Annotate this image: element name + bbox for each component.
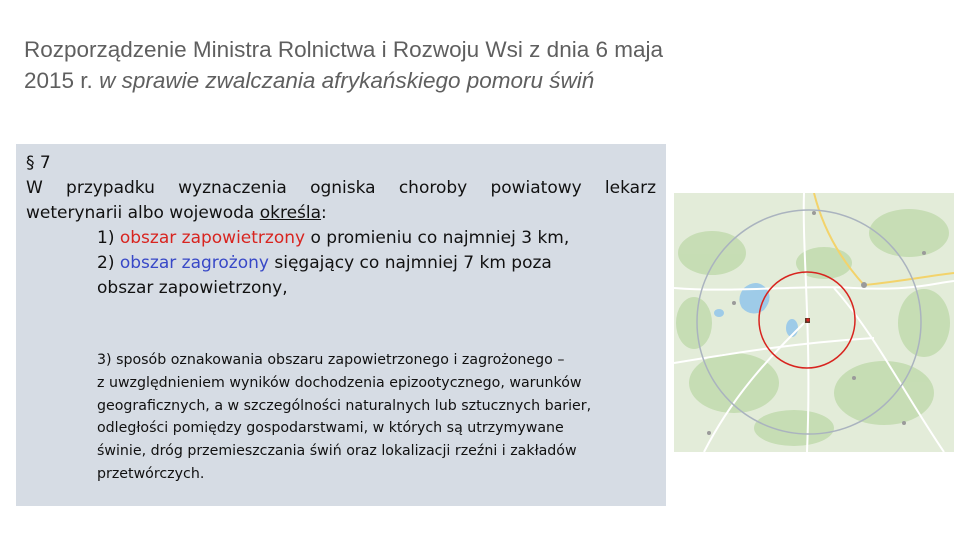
intro-line-1: W przypadku wyznaczenia ogniska choroby powiatowy lekarz [26, 178, 656, 198]
item-3-text-0: sposób oznakowania obszaru zapowietrzonego i zagrożonego – [116, 352, 565, 368]
item-3-line-3: geograficznych, a w szczególności naturalnych lub sztucznych barier, [97, 398, 592, 414]
item-3-line-2: z uwzględnieniem wyników dochodzenia epizootycznego, warunków [97, 375, 582, 391]
title-line2-plain: 2015 r. [24, 68, 93, 93]
item-3-line-4: odległości pomiędzy gospodarstwami, w których są utrzymywane [97, 420, 564, 436]
item-2-rest: sięgający co najmniej 7 km poza [274, 253, 552, 273]
keyword-okresla: określa [259, 203, 322, 223]
item-1-term: obszar zapowietrzony [119, 228, 306, 248]
outbreak-zone-map [674, 193, 954, 452]
title-line1: Rozporządzenie Ministra Rolnictwa i Rozwoju Wsi z dnia 6 maja [24, 37, 663, 62]
item-3-line-1 [97, 349, 564, 372]
item-2-number: 2) [97, 253, 115, 273]
intro-line2-c: : [321, 203, 327, 223]
item-3-line-6: przetwórczych. [97, 466, 205, 482]
item-1-number: 1) [97, 228, 115, 248]
item-2-line-2: obszar zapowietrzony, [97, 278, 288, 298]
outbreak-marker [805, 318, 810, 323]
intro-line-2 [26, 201, 327, 226]
item-1-rest: o promieniu co najmniej 3 km, [310, 228, 570, 248]
section-number: § 7 [26, 153, 51, 173]
item-2 [97, 251, 552, 276]
item-3-line-5: świnie, dróg przemieszczania świń oraz lokalizacji rzeźni i zakładów [97, 443, 577, 459]
intro-line2-a: weterynarii albo wojewoda [26, 203, 260, 223]
item-3-number: 3) [97, 352, 112, 368]
item-2-term: obszar zagrożony [119, 253, 269, 273]
slide-title [24, 34, 924, 96]
item-1 [97, 226, 569, 251]
title-line2-italic: w sprawie zwalczania afrykańskiego pomoru świń [99, 68, 595, 93]
